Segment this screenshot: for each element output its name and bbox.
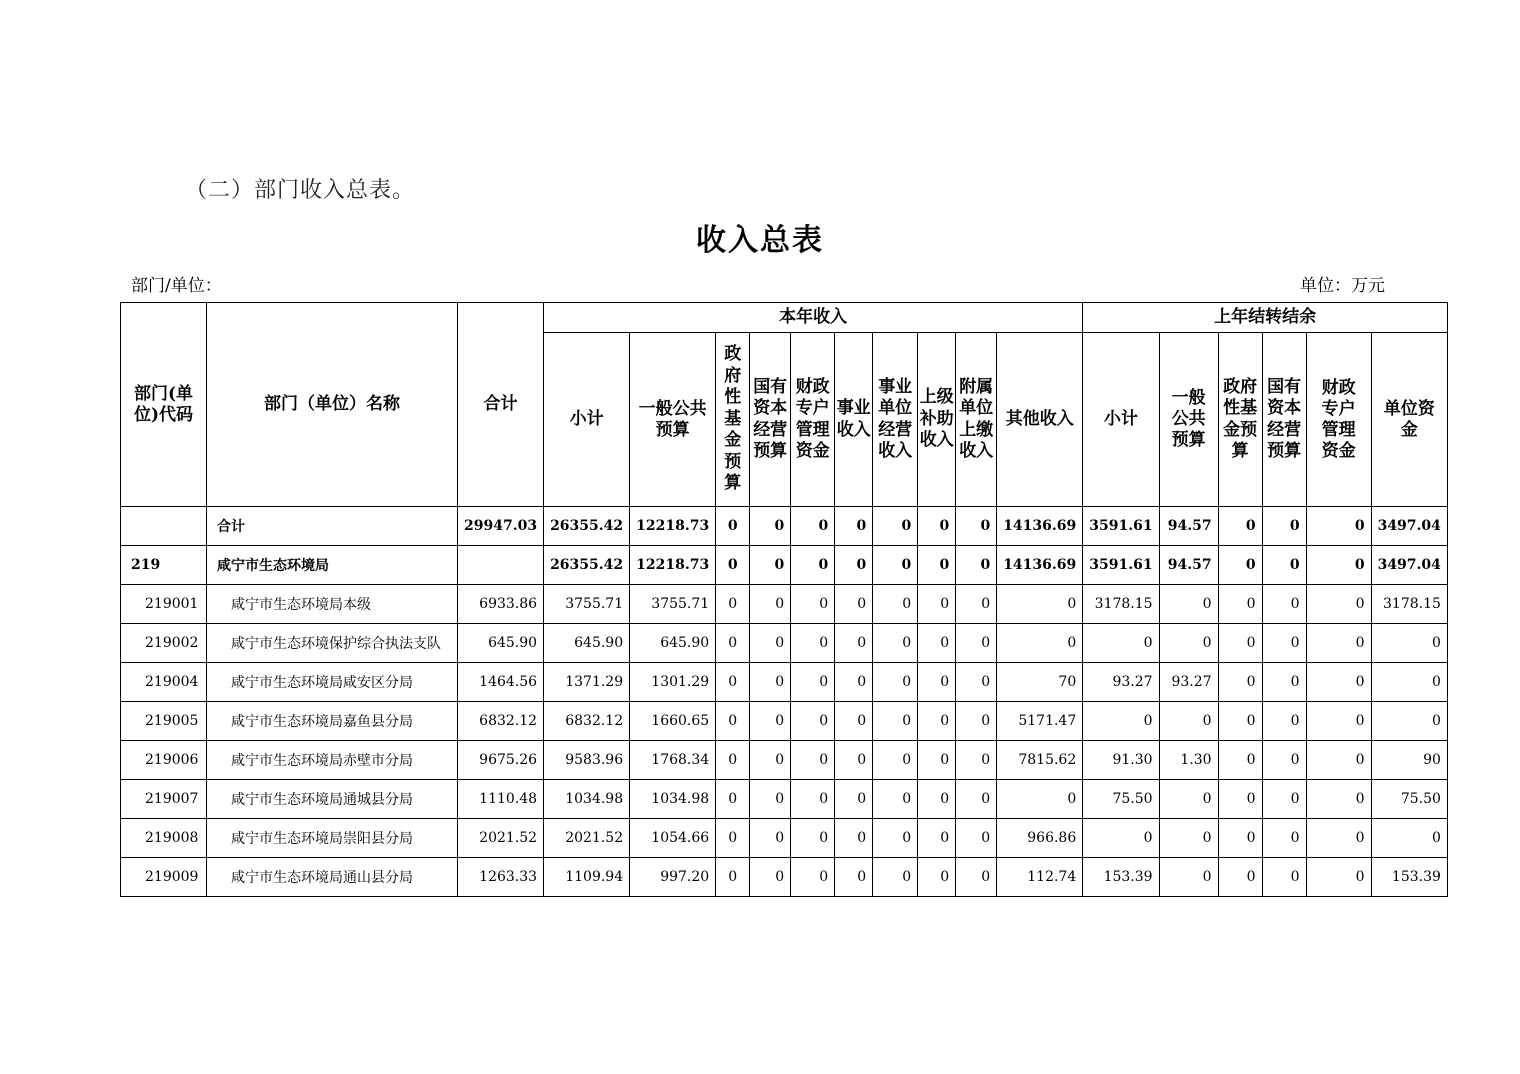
cell-fund: 0: [716, 624, 750, 663]
header-current-year-income: 本年收入: [544, 303, 1083, 333]
table-row: [121, 819, 1448, 858]
cell-other: 70: [997, 663, 1083, 702]
cell-prior-general: 0: [1159, 624, 1218, 663]
header-current-soe-budget: 国有资本经营预算: [750, 333, 791, 507]
cell-name: 咸宁市生态环境局赤壁市分局: [207, 741, 458, 780]
cell-fund: 0: [716, 702, 750, 741]
cell-special: 0: [791, 741, 835, 780]
cell-code: 219009: [121, 858, 207, 897]
cell-upper: 0: [918, 585, 956, 624]
cell-upper: 0: [918, 663, 956, 702]
cell-affil: 0: [956, 780, 997, 819]
cell-prior-unit: 0: [1371, 624, 1447, 663]
header-total: 合计: [458, 303, 544, 507]
cell-other: 112.74: [997, 858, 1083, 897]
header-prior-gov-fund-budget: 政府性基金预算: [1218, 333, 1262, 507]
header-current-upper-subsidy: 上级补助收入: [918, 333, 956, 507]
header-prior-subtotal: 小计: [1083, 333, 1159, 507]
cell-prior-soe: 0: [1262, 741, 1306, 780]
cell-biz-op: 0: [873, 702, 918, 741]
table-row: [121, 858, 1448, 897]
cell-name: 咸宁市生态环境局本级: [207, 585, 458, 624]
cell-name: 咸宁市生态环境局咸安区分局: [207, 663, 458, 702]
cell-total: 1263.33: [458, 858, 544, 897]
cell-total: [458, 546, 544, 585]
cell-prior-unit: 3497.04: [1371, 546, 1447, 585]
table-row: [121, 741, 1448, 780]
cell-total: 2021.52: [458, 819, 544, 858]
header-current-gov-fund-budget: 政府性基金预算: [716, 333, 750, 507]
cell-affil: 0: [956, 858, 997, 897]
cell-subtotal: 6832.12: [544, 702, 630, 741]
cell-prior-general: 93.27: [1159, 663, 1218, 702]
cell-general: 1768.34: [630, 741, 716, 780]
cell-prior-subtotal: 75.50: [1083, 780, 1159, 819]
cell-name: 咸宁市生态环境局: [207, 546, 458, 585]
cell-fund: 0: [716, 858, 750, 897]
cell-soe: 0: [750, 702, 791, 741]
cell-fund: 0: [716, 780, 750, 819]
cell-upper: 0: [918, 624, 956, 663]
cell-fund: 0: [716, 546, 750, 585]
cell-name: 咸宁市生态环境局通山县分局: [207, 858, 458, 897]
cell-prior-special: 0: [1306, 663, 1371, 702]
cell-prior-soe: 0: [1262, 507, 1306, 546]
cell-biz: 0: [835, 780, 873, 819]
cell-soe: 0: [750, 819, 791, 858]
cell-prior-special: 0: [1306, 819, 1371, 858]
cell-other: 14136.69: [997, 507, 1083, 546]
cell-general: 1034.98: [630, 780, 716, 819]
cell-biz: 0: [835, 741, 873, 780]
cell-soe: 0: [750, 858, 791, 897]
cell-special: 0: [791, 663, 835, 702]
header-prior-general-budget: 一般公共预算: [1159, 333, 1218, 507]
cell-total: 6832.12: [458, 702, 544, 741]
cell-soe: 0: [750, 780, 791, 819]
table-row: [121, 546, 1448, 585]
cell-upper: 0: [918, 819, 956, 858]
cell-upper: 0: [918, 546, 956, 585]
cell-biz-op: 0: [873, 624, 918, 663]
cell-code: 219007: [121, 780, 207, 819]
cell-total: 1464.56: [458, 663, 544, 702]
cell-affil: 0: [956, 663, 997, 702]
cell-upper: 0: [918, 702, 956, 741]
cell-prior-general: 0: [1159, 858, 1218, 897]
cell-special: 0: [791, 507, 835, 546]
cell-biz-op: 0: [873, 585, 918, 624]
cell-affil: 0: [956, 507, 997, 546]
cell-affil: 0: [956, 702, 997, 741]
header-current-business-income: 事业收入: [835, 333, 873, 507]
cell-prior-soe: 0: [1262, 585, 1306, 624]
cell-upper: 0: [918, 780, 956, 819]
cell-total: 6933.86: [458, 585, 544, 624]
cell-code: 219: [121, 546, 207, 585]
cell-name: 合计: [207, 507, 458, 546]
cell-affil: 0: [956, 546, 997, 585]
cell-prior-soe: 0: [1262, 624, 1306, 663]
cell-prior-fund: 0: [1218, 702, 1262, 741]
cell-subtotal: 1371.29: [544, 663, 630, 702]
cell-prior-unit: 0: [1371, 663, 1447, 702]
cell-biz-op: 0: [873, 507, 918, 546]
cell-general: 645.90: [630, 624, 716, 663]
cell-prior-special: 0: [1306, 507, 1371, 546]
cell-prior-general: 0: [1159, 780, 1218, 819]
cell-affil: 0: [956, 741, 997, 780]
cell-prior-special: 0: [1306, 585, 1371, 624]
unit-label: 单位：万元: [1300, 276, 1385, 296]
header-prior-year-carryover: 上年结转结余: [1083, 303, 1448, 333]
cell-prior-general: 0: [1159, 819, 1218, 858]
cell-prior-general: 1.30: [1159, 741, 1218, 780]
cell-prior-subtotal: 3178.15: [1083, 585, 1159, 624]
cell-biz: 0: [835, 507, 873, 546]
header-current-special-account: 财政专户管理资金: [791, 333, 835, 507]
cell-special: 0: [791, 546, 835, 585]
cell-prior-general: 94.57: [1159, 546, 1218, 585]
cell-prior-fund: 0: [1218, 585, 1262, 624]
cell-prior-unit: 3178.15: [1371, 585, 1447, 624]
cell-prior-fund: 0: [1218, 507, 1262, 546]
cell-biz-op: 0: [873, 741, 918, 780]
cell-soe: 0: [750, 741, 791, 780]
header-name: 部门（单位）名称: [207, 303, 458, 507]
cell-prior-unit: 153.39: [1371, 858, 1447, 897]
cell-name: 咸宁市生态环境局崇阳县分局: [207, 819, 458, 858]
cell-other: 14136.69: [997, 546, 1083, 585]
cell-general: 12218.73: [630, 546, 716, 585]
cell-subtotal: 9583.96: [544, 741, 630, 780]
cell-total: 29947.03: [458, 507, 544, 546]
cell-prior-special: 0: [1306, 624, 1371, 663]
cell-other: 0: [997, 780, 1083, 819]
cell-subtotal: 3755.71: [544, 585, 630, 624]
cell-prior-fund: 0: [1218, 858, 1262, 897]
cell-special: 0: [791, 624, 835, 663]
cell-biz-op: 0: [873, 858, 918, 897]
cell-subtotal: 1109.94: [544, 858, 630, 897]
cell-prior-subtotal: 0: [1083, 624, 1159, 663]
table-row: [121, 780, 1448, 819]
cell-prior-subtotal: 0: [1083, 702, 1159, 741]
cell-subtotal: 1034.98: [544, 780, 630, 819]
cell-prior-special: 0: [1306, 780, 1371, 819]
table-row: [121, 624, 1448, 663]
cell-biz: 0: [835, 585, 873, 624]
cell-special: 0: [791, 702, 835, 741]
cell-prior-fund: 0: [1218, 741, 1262, 780]
income-summary-table: [120, 302, 1448, 897]
cell-fund: 0: [716, 507, 750, 546]
cell-general: 3755.71: [630, 585, 716, 624]
header-current-subtotal: 小计: [544, 333, 630, 507]
cell-biz: 0: [835, 663, 873, 702]
header-current-other-income: 其他收入: [997, 333, 1083, 507]
cell-prior-fund: 0: [1218, 624, 1262, 663]
cell-prior-subtotal: 153.39: [1083, 858, 1159, 897]
table-row-total: [121, 507, 1448, 546]
cell-biz: 0: [835, 858, 873, 897]
cell-prior-general: 0: [1159, 585, 1218, 624]
cell-prior-subtotal: 91.30: [1083, 741, 1159, 780]
header-prior-soe-budget: 国有资本经营预算: [1262, 333, 1306, 507]
cell-general: 1054.66: [630, 819, 716, 858]
cell-biz-op: 0: [873, 546, 918, 585]
cell-prior-soe: 0: [1262, 702, 1306, 741]
cell-other: 7815.62: [997, 741, 1083, 780]
cell-general: 1301.29: [630, 663, 716, 702]
table-row: [121, 702, 1448, 741]
cell-code: [121, 507, 207, 546]
section-heading: （二）部门收入总表。: [185, 178, 416, 203]
cell-special: 0: [791, 585, 835, 624]
cell-affil: 0: [956, 624, 997, 663]
cell-prior-subtotal: 0: [1083, 819, 1159, 858]
cell-subtotal: 645.90: [544, 624, 630, 663]
cell-soe: 0: [750, 624, 791, 663]
cell-other: 966.86: [997, 819, 1083, 858]
cell-name: 咸宁市生态环境局嘉鱼县分局: [207, 702, 458, 741]
cell-prior-fund: 0: [1218, 819, 1262, 858]
cell-soe: 0: [750, 585, 791, 624]
cell-prior-subtotal: 3591.61: [1083, 546, 1159, 585]
cell-prior-general: 94.57: [1159, 507, 1218, 546]
cell-code: 219002: [121, 624, 207, 663]
cell-total: 1110.48: [458, 780, 544, 819]
cell-biz: 0: [835, 702, 873, 741]
cell-prior-unit: 90: [1371, 741, 1447, 780]
cell-code: 219005: [121, 702, 207, 741]
cell-special: 0: [791, 780, 835, 819]
table-row: [121, 585, 1448, 624]
table-row: [121, 663, 1448, 702]
cell-prior-soe: 0: [1262, 819, 1306, 858]
cell-prior-general: 0: [1159, 702, 1218, 741]
cell-total: 645.90: [458, 624, 544, 663]
cell-biz-op: 0: [873, 663, 918, 702]
cell-other: 5171.47: [997, 702, 1083, 741]
cell-prior-unit: 0: [1371, 702, 1447, 741]
cell-prior-fund: 0: [1218, 663, 1262, 702]
cell-other: 0: [997, 624, 1083, 663]
department-label: 部门/单位：: [131, 276, 222, 296]
cell-biz: 0: [835, 624, 873, 663]
cell-general: 997.20: [630, 858, 716, 897]
cell-prior-special: 0: [1306, 858, 1371, 897]
cell-name: 咸宁市生态环境局通城县分局: [207, 780, 458, 819]
cell-code: 219004: [121, 663, 207, 702]
cell-fund: 0: [716, 585, 750, 624]
header-current-general-budget: 一般公共预算: [630, 333, 716, 507]
cell-prior-unit: 0: [1371, 819, 1447, 858]
cell-biz-op: 0: [873, 819, 918, 858]
cell-prior-special: 0: [1306, 741, 1371, 780]
cell-general: 12218.73: [630, 507, 716, 546]
cell-upper: 0: [918, 741, 956, 780]
cell-fund: 0: [716, 819, 750, 858]
cell-fund: 0: [716, 741, 750, 780]
cell-code: 219001: [121, 585, 207, 624]
cell-affil: 0: [956, 819, 997, 858]
cell-subtotal: 2021.52: [544, 819, 630, 858]
cell-soe: 0: [750, 663, 791, 702]
cell-prior-subtotal: 93.27: [1083, 663, 1159, 702]
cell-biz: 0: [835, 546, 873, 585]
cell-subtotal: 26355.42: [544, 546, 630, 585]
cell-prior-soe: 0: [1262, 858, 1306, 897]
cell-prior-fund: 0: [1218, 546, 1262, 585]
cell-biz-op: 0: [873, 780, 918, 819]
cell-prior-soe: 0: [1262, 546, 1306, 585]
header-prior-special-account: 财政专户管理资金: [1306, 333, 1371, 507]
cell-special: 0: [791, 858, 835, 897]
header-current-affiliate-remit: 附属单位上缴收入: [956, 333, 997, 507]
cell-subtotal: 26355.42: [544, 507, 630, 546]
cell-prior-special: 0: [1306, 546, 1371, 585]
cell-prior-unit: 75.50: [1371, 780, 1447, 819]
cell-code: 219006: [121, 741, 207, 780]
page-title: 收入总表: [696, 223, 824, 258]
cell-soe: 0: [750, 507, 791, 546]
cell-other: 0: [997, 585, 1083, 624]
cell-prior-subtotal: 3591.61: [1083, 507, 1159, 546]
header-code: 部门(单位)代码: [121, 303, 207, 507]
header-current-business-operating: 事业单位经营收入: [873, 333, 918, 507]
cell-fund: 0: [716, 663, 750, 702]
cell-total: 9675.26: [458, 741, 544, 780]
cell-name: 咸宁市生态环境保护综合执法支队: [207, 624, 458, 663]
cell-special: 0: [791, 819, 835, 858]
cell-affil: 0: [956, 585, 997, 624]
cell-prior-unit: 3497.04: [1371, 507, 1447, 546]
cell-prior-soe: 0: [1262, 780, 1306, 819]
cell-general: 1660.65: [630, 702, 716, 741]
cell-prior-special: 0: [1306, 702, 1371, 741]
cell-soe: 0: [750, 546, 791, 585]
header-prior-unit-funds: 单位资金: [1371, 333, 1447, 507]
cell-upper: 0: [918, 507, 956, 546]
cell-prior-fund: 0: [1218, 780, 1262, 819]
cell-upper: 0: [918, 858, 956, 897]
cell-code: 219008: [121, 819, 207, 858]
cell-prior-soe: 0: [1262, 663, 1306, 702]
cell-biz: 0: [835, 819, 873, 858]
